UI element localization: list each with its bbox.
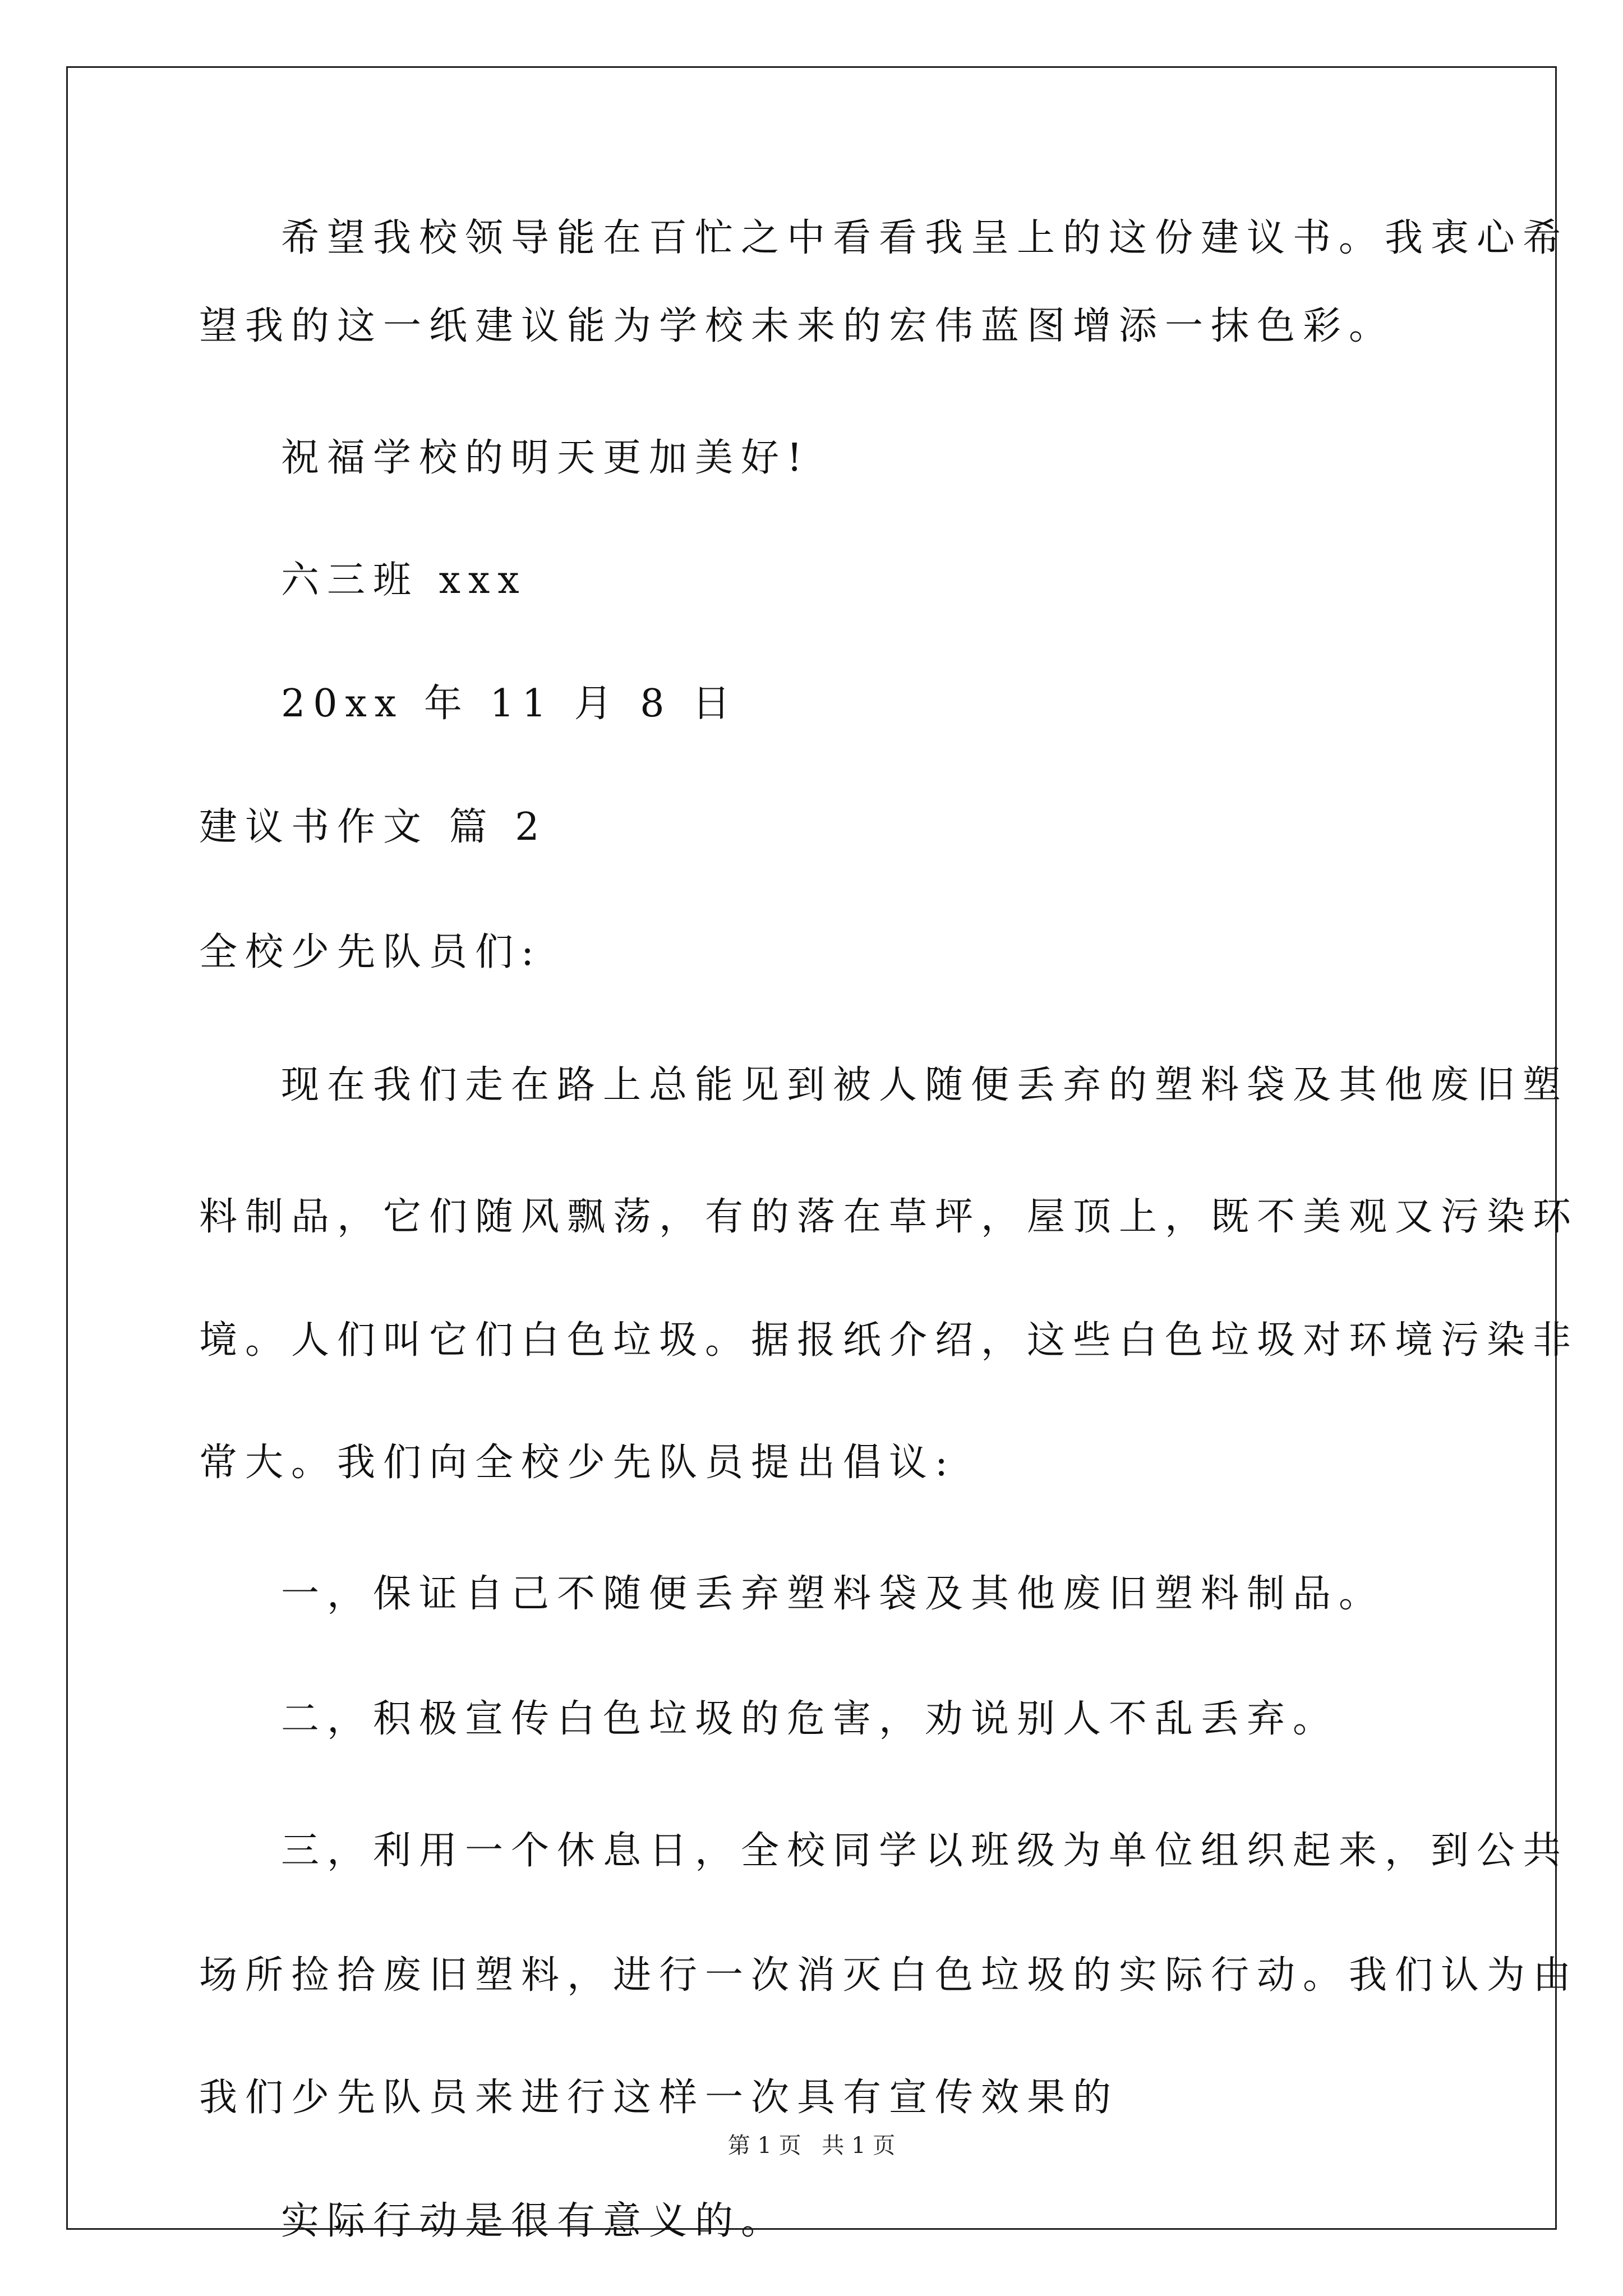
paragraph-line: 实际行动是很有意义的。 [281, 2199, 787, 2243]
paragraph-line: 现在我们走在路上总能见到被人随便丢弃的塑料袋及其他废旧塑 [281, 1063, 1569, 1107]
paragraph-line: 望我的这一纸建议能为学校未来的宏伟蓝图增添一抹色彩。 [199, 304, 1395, 348]
date-line: 20xx 年 11 月 8 日 [281, 682, 739, 726]
list-item: 三，利用一个休息日，全校同学以班级为单位组织起来，到公共 [281, 1829, 1569, 1873]
paragraph-line: 希望我校领导能在百忙之中看看我呈上的这份建议书。我衷心希 [281, 216, 1569, 260]
signature-line: 六三班 xxx [281, 558, 527, 602]
list-item: 二，积极宣传白色垃圾的危害，劝说别人不乱丢弃。 [281, 1697, 1339, 1741]
paragraph-line: 我们少先队员来进行这样一次具有宣传效果的 [199, 2076, 1119, 2120]
paragraph-line: 常大。我们向全校少先队员提出倡议: [199, 1441, 956, 1485]
page-number: 第 1 页 [727, 2133, 801, 2159]
page-total: 共 1 页 [822, 2133, 896, 2159]
paragraph-line: 祝福学校的明天更加美好! [281, 436, 810, 480]
paragraph-line: 场所捡拾废旧塑料，进行一次消灭白色垃圾的实际行动。我们认为由 [199, 1953, 1579, 1998]
paragraph-line: 料制品，它们随风飘荡，有的落在草坪，屋顶上，既不美观又污染环 [199, 1195, 1579, 1239]
section-heading: 建议书作文 篇 2 [199, 805, 547, 849]
page-footer [0, 2132, 1623, 2160]
page-border [66, 66, 1557, 2230]
salutation-line: 全校少先队员们: [199, 930, 542, 974]
paragraph-line: 境。人们叫它们白色垃圾。据报纸介绍，这些白色垃圾对环境污染非 [199, 1318, 1579, 1363]
list-item: 一，保证自己不随便丢弃塑料袋及其他废旧塑料制品。 [281, 1572, 1385, 1616]
